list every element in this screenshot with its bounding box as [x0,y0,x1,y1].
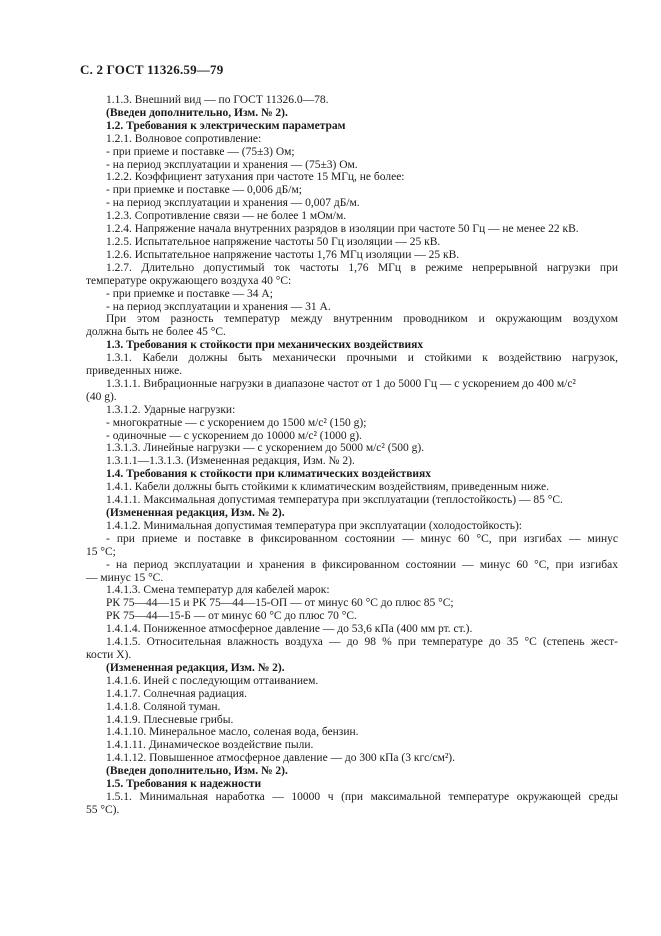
text-line: 55 °С). [86,803,120,816]
text-line: - при приеме и поставке в фиксированном состоянии — минус 60 °С, при изгибах — минус [106,532,618,545]
text-line: 1.4.1. Кабели должны быть стойкими к климатическим воздействиям, приведенным ниже. [106,481,549,494]
text-line: - многократные — с ускорением до 1500 м/с² (150 g); [106,416,367,429]
text-line: 1.2.2. Коэффициент затухания при частоте 15 МГц, не более: [106,171,405,184]
text-line: 1.4.1.10. Минеральное масло, соленая вода, бензин. [106,726,359,739]
text-line: приведенных ниже. [86,365,183,378]
text-line: 1.4.1.1. Максимальная допустимая температура при эксплуатации (теплостойкость) — 85 °С. [106,494,563,507]
text-line: - при приеме и поставке — (75±3) Ом; [106,145,295,158]
text-line: 1.2.6. Испытательное напряжение частоты 1,76 МГц изоляции — 25 кВ. [106,248,460,261]
text-line: 1.2. Требования к электрическим параметрам [106,119,346,132]
text-line: 1.1.3. Внешний вид — по ГОСТ 11326.0—78. [106,94,329,106]
text-line: 1.3. Требования к стойкости при механических воздействиях [106,339,424,352]
text-line: 15 °С; [86,545,116,558]
text-line: 1.3.1. Кабели должны быть механически прочными и стойкими к воздействию нагрузок, [106,352,618,365]
text-line: (Введен дополнительно, Изм. № 2). [106,765,288,778]
document-body [86,94,618,817]
text-line: 1.3.1.1—1.3.1.3. (Измененная редакция, Изм. № 2). [106,455,355,468]
text-line: — минус 15 °С. [86,571,164,584]
text-line: 1.4.1.6. Иней с последующим оттаиванием. [106,674,319,687]
page-header: С. 2 ГОСТ 11326.59—79 [80,62,224,77]
text-line: 1.4.1.7. Солнечная радиация. [106,687,247,700]
text-line: (Измененная редакция, Изм. № 2). [106,507,285,519]
text-line: 1.5.1. Минимальная наработка — 10000 ч (при максимальной температуре окружающей среды [106,790,618,803]
text-line: РК 75—44—15-Б — от минус 60 °С до плюс 70 °С. [106,610,357,623]
text-line: - на период эксплуатации и хранения в фиксированном состоянии — минус 60 °С, при изгибах [106,558,618,571]
text-line: (Измененная редакция, Изм. № 2). [106,661,285,674]
text-line: 1.2.7. Длительно допустимый ток частоты 1,76 МГц в режиме непрерывной нагрузки при [106,261,618,274]
text-line: - одиночные — с ускорением до 10000 м/с² (1000 g). [106,429,362,442]
text-line: кости Х). [86,648,132,661]
text-line: (40 g). [86,390,117,403]
text-line: (Введен дополнительно, Изм. № 2). [106,106,288,119]
text-line: должна быть не более 45 °С. [86,326,226,339]
text-line: 1.5. Требования к надежности [106,778,262,791]
text-line: температуре окружающего воздуха 40 °С: [86,274,292,287]
text-line: - на период эксплуатации и хранения — (75±3) Ом. [106,158,358,171]
text-line: РК 75—44—15 и РК 75—44—15-ОП — от минус 60 °С до плюс 85 °С; [106,597,454,610]
text-line: 1.4.1.9. Плесневые грибы. [106,713,234,726]
text-line: - при приемке и поставке — 0,006 дБ/м; [106,184,302,197]
text-line: 1.2.3. Сопротивление связи — не более 1 мОм/м. [106,210,347,223]
text-line: - при приемке и поставке — 34 А; [106,287,273,300]
text-line: - на период эксплуатации и хранения — 0,007 дБ/м. [106,197,360,210]
text-line: 1.4. Требования к стойкости при климатических воздействиях [106,468,432,481]
text-line: 1.4.1.4. Пониженное атмосферное давление — до 53,6 кПа (400 мм рт. ст.). [106,623,473,636]
text-line: 1.3.1.3. Линейные нагрузки — с ускорением до 5000 м/с² (500 g). [106,442,425,455]
text-line: - на период эксплуатации и хранения — 31 А. [106,300,331,313]
text-line: 1.4.1.8. Соляной туман. [106,700,221,713]
text-line: 1.4.1.2. Минимальная допустимая температура при эксплуатации (холодостойкость): [106,519,522,532]
text-line: 1.3.1.1. Вибрационные нагрузки в диапазоне частот от 1 до 5000 Гц — с ускорением до 400 м/с² [106,377,576,390]
text-line: 1.2.1. Волновое сопротивление: [106,132,262,145]
text-line: 1.3.1.2. Ударные нагрузки: [106,403,236,416]
text-line: 1.4.1.11. Динамическое воздействие пыли. [106,739,314,752]
text-line: 1.4.1.3. Смена температур для кабелей марок: [106,584,330,597]
text-line: При этом разность температур между внутренним проводником и окружающим воздухом [106,313,618,326]
text-line: 1.4.1.12. Повышенное атмосферное давление — до 300 кПа (3 кгс/см²). [106,752,455,765]
text-line: 1.4.1.5. Относительная влажность воздуха — до 98 % при температуре до 35 °С (степень жест- [106,636,618,649]
text-line: 1.2.5. Испытательное напряжение частоты 50 Гц изоляции — 25 кВ. [106,235,441,248]
text-line: 1.2.4. Напряжение начала внутренних разрядов в изоляции при частоте 50 Гц — не менее 22 кВ. [106,223,579,236]
